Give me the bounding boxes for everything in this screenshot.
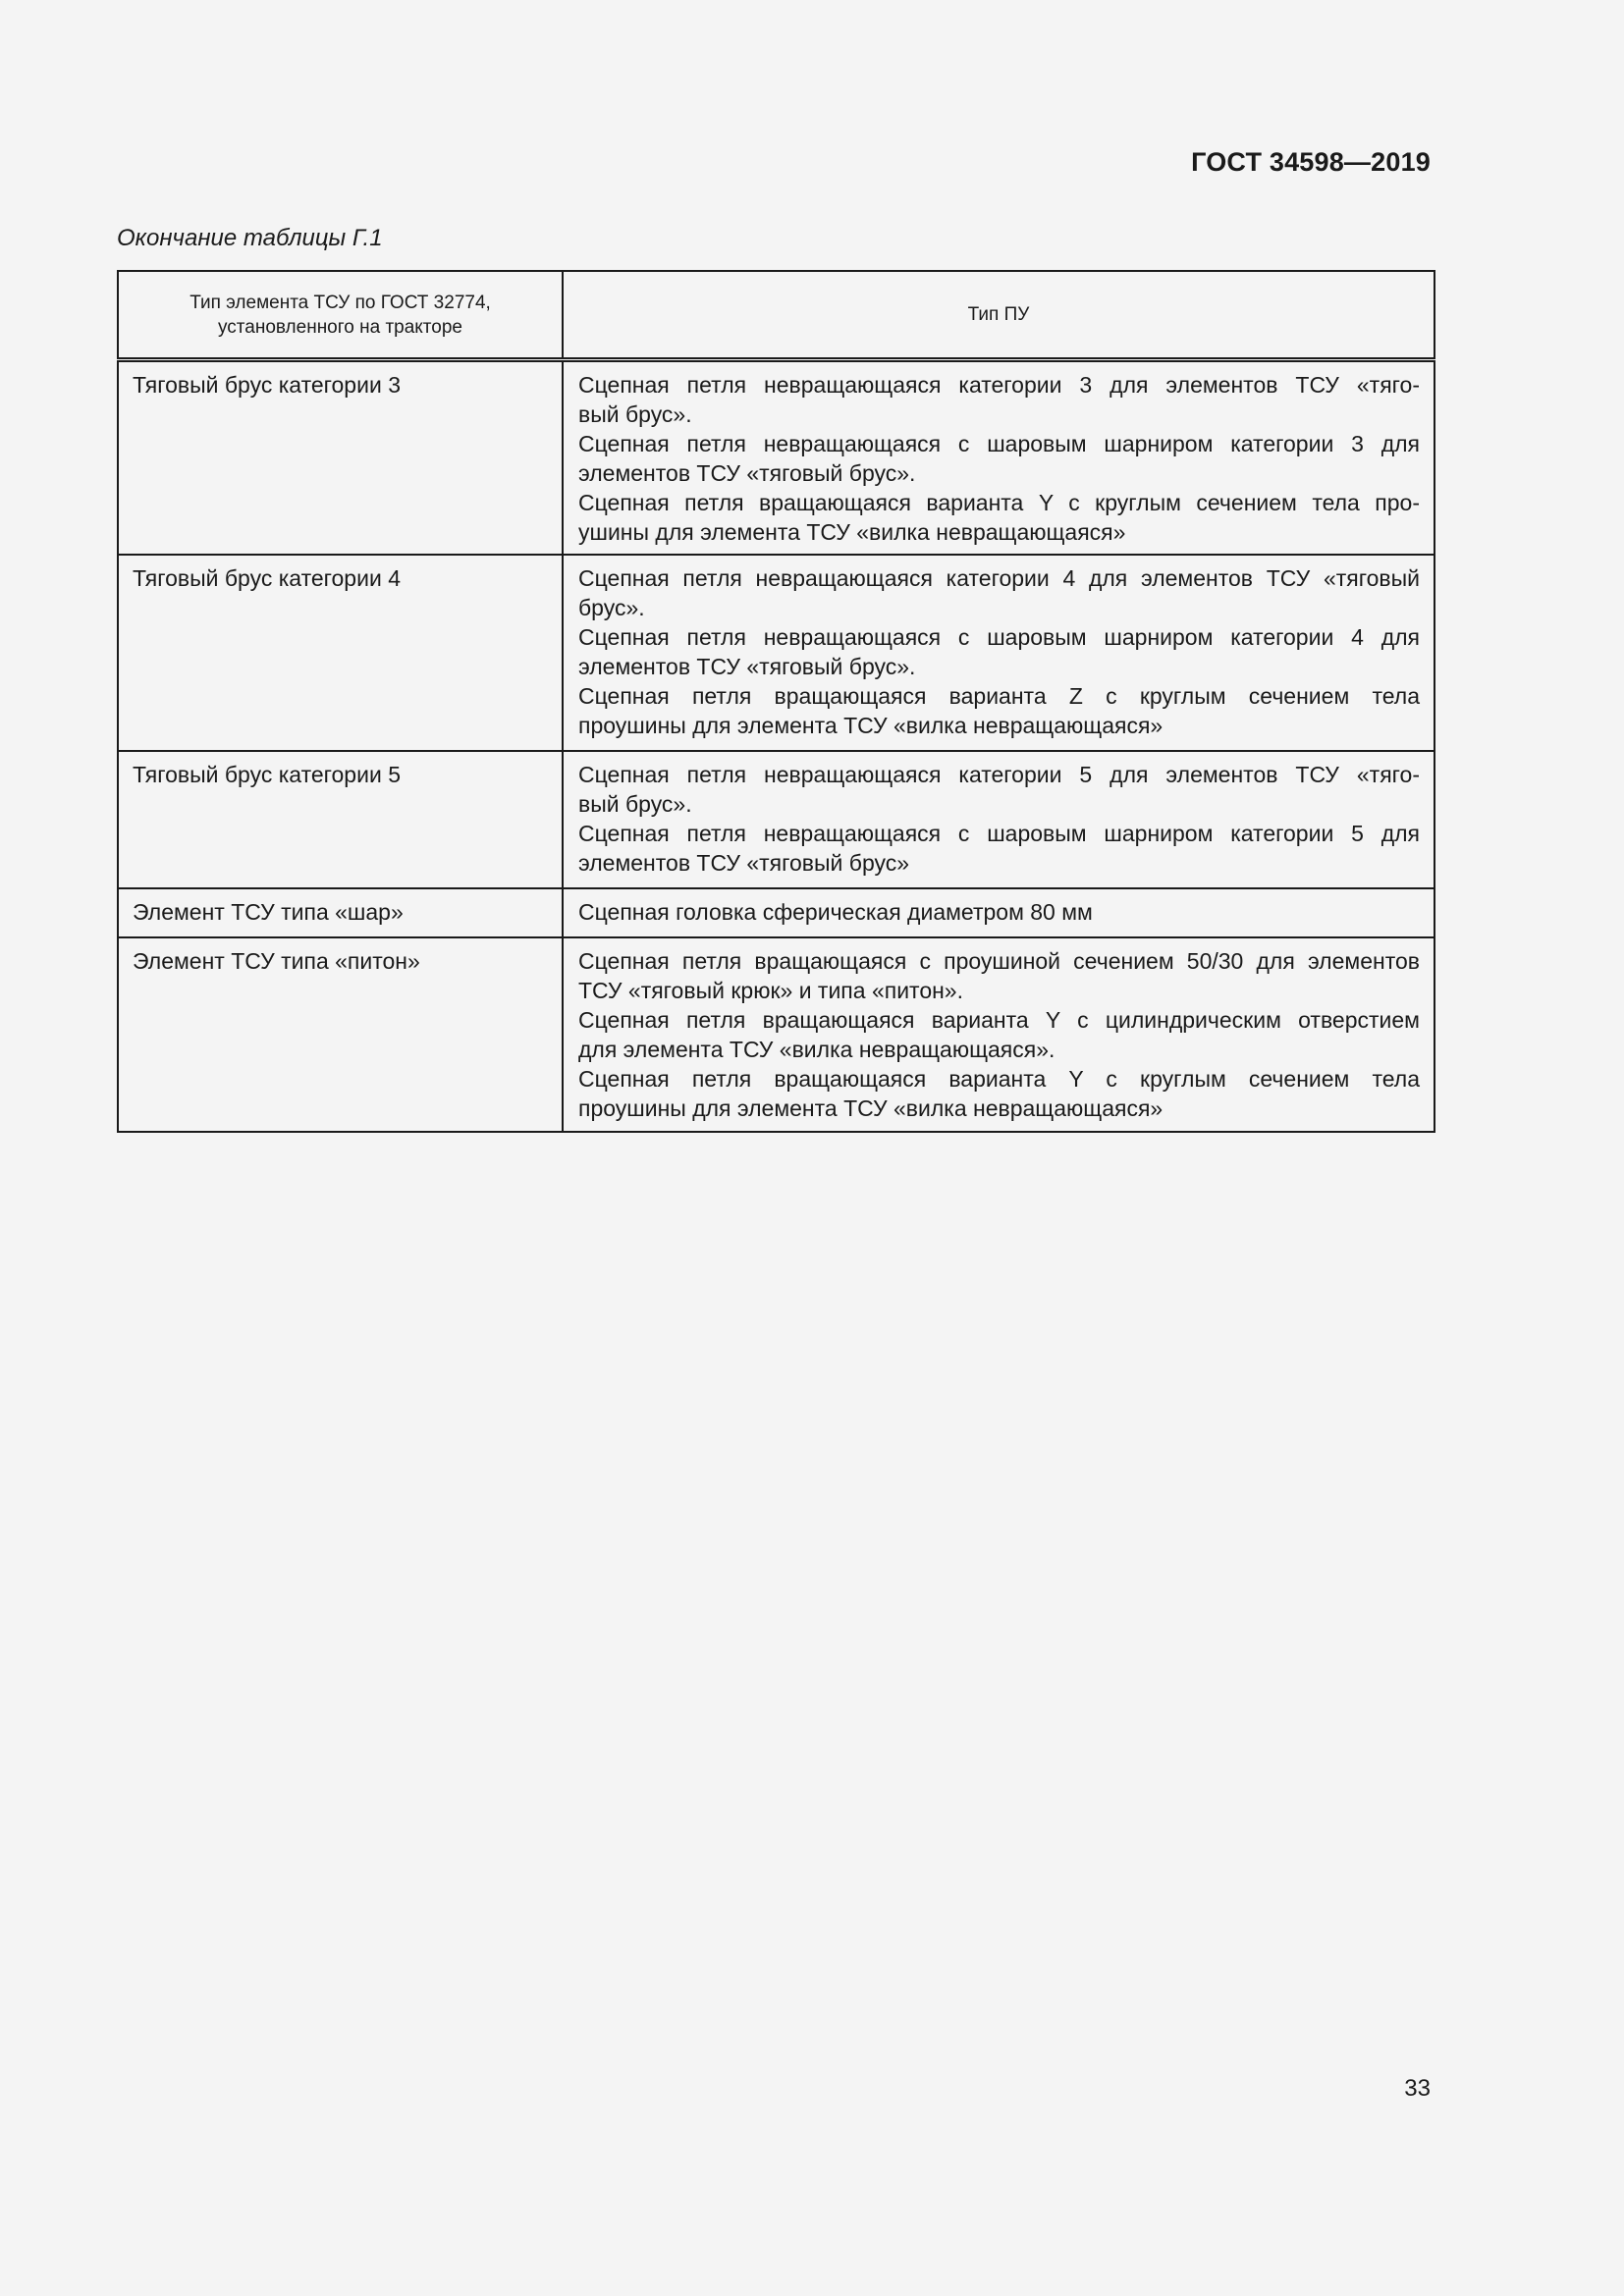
text-line: для элемента ТСУ «вилка невращающаяся».	[578, 1036, 1056, 1062]
cell-element-type: Элемент ТСУ типа «питон»	[118, 937, 563, 1132]
text-line: Сцепная петля вращающаяся варианта Y с цилиндрическим отверстием	[578, 1006, 1420, 1033]
table-body	[118, 360, 1435, 1132]
cell-element-type: Тяговый брус категории 4	[118, 555, 563, 751]
text-line: Сцепная головка сферическая диаметром 80 мм	[578, 898, 1093, 925]
table-row	[118, 937, 1435, 1132]
coupling-table	[117, 270, 1435, 1133]
text-line: Сцепная петля невращающаяся с шаровым шарниром категории 4 для	[578, 623, 1420, 650]
text-line: Сцепная петля вращающаяся варианта Y с круглым сечением тела	[578, 1065, 1420, 1092]
table-caption: Окончание таблицы Г.1	[117, 225, 383, 251]
text-line: ТСУ «тяговый крюк» и типа «питон».	[578, 977, 963, 1003]
text-line: Сцепная петля невращающаяся с шаровым шарниром категории 3 для	[578, 431, 1420, 456]
cell-pu-type	[563, 937, 1435, 1132]
text-line: проушины для элемента ТСУ «вилка невращающаяся»	[578, 1095, 1164, 1121]
cell-pu-type	[563, 360, 1435, 555]
text-line: элементов ТСУ «тяговый брус»	[578, 849, 910, 876]
text-line: Сцепная петля невращающаяся категории 5 для элементов ТСУ «тяго-	[578, 761, 1420, 787]
text-line: вый брус».	[578, 790, 692, 817]
cell-pu-type	[563, 751, 1435, 888]
text-line: ушины для элемента ТСУ «вилка невращающаяся»	[578, 519, 1126, 545]
table-row	[118, 360, 1435, 555]
header-row	[118, 271, 1435, 360]
cell-element-type: Тяговый брус категории 3	[118, 360, 563, 555]
page-number: 33	[1404, 2075, 1431, 2102]
cell-element-type: Тяговый брус категории 5	[118, 751, 563, 888]
cell-pu-type	[563, 555, 1435, 751]
text-line: Сцепная петля невращающаяся категории 3 для элементов ТСУ «тяго-	[578, 372, 1420, 398]
table-row	[118, 555, 1435, 751]
table-row	[118, 888, 1435, 937]
text-line: брус».	[578, 594, 645, 620]
table-header	[118, 271, 1435, 360]
text-line: Сцепная петля вращающаяся варианта Z с круглым сечением тела	[578, 682, 1420, 709]
text-line: вый брус».	[578, 401, 692, 427]
column-header-element-type: Тип элемента ТСУ по ГОСТ 32774, установленного на тракторе	[118, 271, 563, 360]
column-header-pu-type: Тип ПУ	[563, 271, 1435, 360]
text-line: элементов ТСУ «тяговый брус».	[578, 653, 916, 679]
text-line: проушины для элемента ТСУ «вилка невращающаяся»	[578, 712, 1164, 738]
text-line: элементов ТСУ «тяговый брус».	[578, 460, 916, 486]
text-line: Сцепная петля вращающаяся с проушиной сечением 50/30 для элементов	[578, 947, 1420, 974]
text-line: Сцепная петля невращающаяся категории 4 для элементов ТСУ «тяговый	[578, 564, 1420, 591]
cell-pu-type	[563, 888, 1435, 937]
document-code: ГОСТ 34598—2019	[1191, 147, 1431, 177]
cell-element-type: Элемент ТСУ типа «шар»	[118, 888, 563, 937]
table-row	[118, 751, 1435, 888]
text-line: Сцепная петля вращающаяся варианта Y с круглым сечением тела про-	[578, 490, 1420, 515]
text-line: Сцепная петля невращающаяся с шаровым шарниром категории 5 для	[578, 820, 1420, 846]
